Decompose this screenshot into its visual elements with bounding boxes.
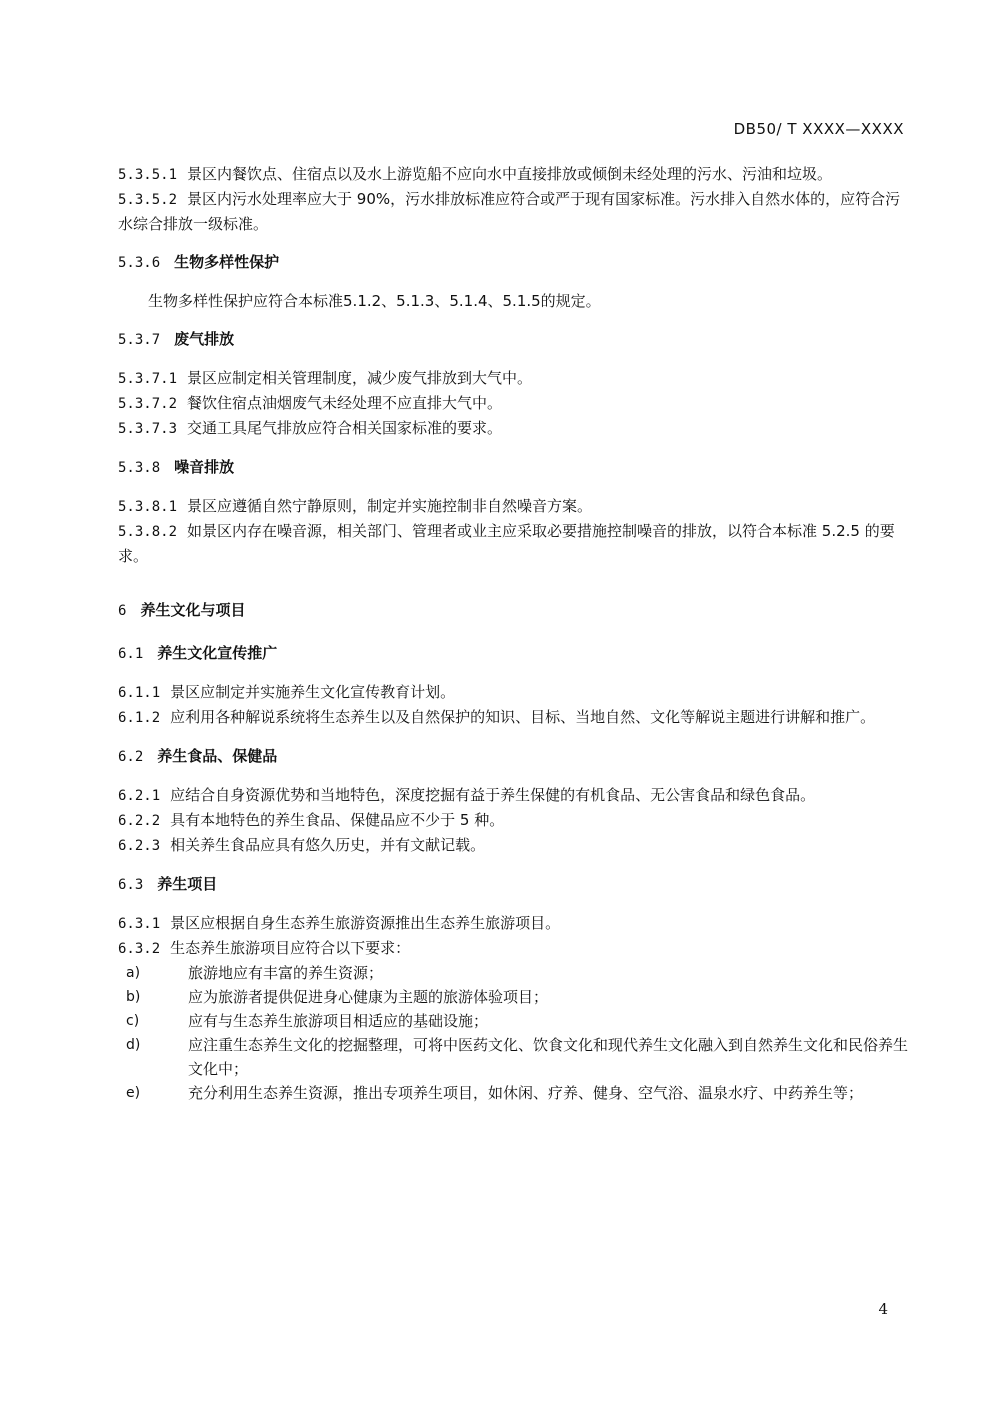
list-item-e xyxy=(118,1081,908,1105)
heading-title: 废气排放 xyxy=(174,330,235,348)
list-item-d xyxy=(118,1033,908,1081)
heading-5-3-8 xyxy=(118,455,908,480)
heading-number: 6.3 xyxy=(118,877,144,893)
clause-number: 5.3.5.1 xyxy=(118,167,178,183)
document-body xyxy=(118,162,908,1105)
clause-6-2-3 xyxy=(118,833,908,858)
clause-number: 6.2.2 xyxy=(118,813,161,829)
clause-5-3-5-1 xyxy=(118,162,908,187)
list-item-a xyxy=(118,961,908,985)
list-label: e) xyxy=(126,1085,141,1101)
clause-6-3-2 xyxy=(118,936,908,961)
heading-number: 6.2 xyxy=(118,749,144,765)
clause-text: 景区应根据自身生态养生旅游资源推出生态养生旅游项目。 xyxy=(170,914,561,932)
heading-number: 5.3.7 xyxy=(118,332,161,348)
document-code-header: DB50/ T XXXX—XXXX xyxy=(733,120,904,138)
clause-5-3-8-2 xyxy=(118,519,908,568)
clause-number: 5.3.8.1 xyxy=(118,499,178,515)
clause-text: 景区内污水处理率应大于 90%，污水排放标准应符合或严于现有国家标准。污水排入自然水体的，应符合污水综合排放一级标准。 xyxy=(118,190,901,233)
clause-5-3-7-2 xyxy=(118,391,908,416)
heading-title: 养生文化宣传推广 xyxy=(157,644,278,662)
clause-text: 应利用各种解说系统将生态养生以及自然保护的知识、目标、当地自然、文化等解说主题进行讲解和推广。 xyxy=(170,708,876,726)
clause-6-2-2 xyxy=(118,808,908,833)
clause-6-1-2 xyxy=(118,705,908,730)
clause-text: 如景区内存在噪音源，相关部门、管理者或业主应采取必要措施控制噪音的排放，以符合本标准 5.2.5 的要求。 xyxy=(118,522,895,565)
list-label: c) xyxy=(126,1013,140,1029)
list-label: a) xyxy=(126,965,141,981)
clause-number: 6.2.1 xyxy=(118,788,161,804)
clause-number: 5.3.7.3 xyxy=(118,421,178,437)
clause-number: 6.1.2 xyxy=(118,710,161,726)
list-text: 充分利用生态养生资源，推出专项养生项目，如休闲、疗养、健身、空气浴、温泉水疗、中药养生等； xyxy=(188,1084,864,1102)
heading-title: 养生文化与项目 xyxy=(140,601,246,619)
list-text: 应为旅游者提供促进身心健康为主题的旅游体验项目； xyxy=(188,988,549,1006)
clause-text: 具有本地特色的养生食品、保健品应不少于 5 种。 xyxy=(170,811,505,829)
clause-number: 6.1.1 xyxy=(118,685,161,701)
heading-title: 养生食品、保健品 xyxy=(157,747,278,765)
clause-text: 相关养生食品应具有悠久历史，并有文献记载。 xyxy=(170,836,486,854)
paragraph-5-3-6: 生物多样性保护应符合本标准5.1.2、5.1.3、5.1.4、5.1.5的规定。 xyxy=(148,292,601,310)
list-label: b) xyxy=(126,989,141,1005)
list-text: 应有与生态养生旅游项目相适应的基础设施； xyxy=(188,1012,489,1030)
list-label: d) xyxy=(126,1037,141,1053)
heading-number: 6 xyxy=(118,603,127,619)
heading-number: 6.1 xyxy=(118,646,144,662)
clause-5-3-7-1 xyxy=(118,366,908,391)
clause-number: 6.3.2 xyxy=(118,941,161,957)
heading-6-3 xyxy=(118,872,908,897)
heading-number: 5.3.6 xyxy=(118,255,161,271)
heading-number: 5.3.8 xyxy=(118,460,161,476)
heading-title: 噪音排放 xyxy=(174,458,235,476)
clause-6-1-1 xyxy=(118,680,908,705)
heading-title: 养生项目 xyxy=(157,875,218,893)
clause-text: 交通工具尾气排放应符合相关国家标准的要求。 xyxy=(187,419,503,437)
clause-text: 餐饮住宿点油烟废气未经处理不应直排大气中。 xyxy=(187,394,503,412)
clause-number: 5.3.8.2 xyxy=(118,524,178,540)
heading-6 xyxy=(118,598,908,623)
clause-text: 生态养生旅游项目应符合以下要求： xyxy=(170,939,411,957)
clause-6-2-1 xyxy=(118,783,908,808)
list-item-c xyxy=(118,1009,908,1033)
clause-5-3-5-2 xyxy=(118,187,908,236)
clause-text: 景区内餐饮点、住宿点以及水上游览船不应向水中直接排放或倾倒未经处理的污水、污油和垃圾。 xyxy=(187,165,833,183)
clause-text: 景区应制定相关管理制度，减少废气排放到大气中。 xyxy=(187,369,533,387)
heading-5-3-6 xyxy=(118,250,908,275)
clause-number: 6.3.1 xyxy=(118,916,161,932)
clause-number: 5.3.7.2 xyxy=(118,396,178,412)
list-item-b xyxy=(118,985,908,1009)
clause-5-3-7-3 xyxy=(118,416,908,441)
heading-5-3-7 xyxy=(118,327,908,352)
heading-6-2 xyxy=(118,744,908,769)
heading-6-1 xyxy=(118,641,908,666)
list-text: 旅游地应有丰富的养生资源； xyxy=(188,964,384,982)
clause-number: 5.3.7.1 xyxy=(118,371,178,387)
clause-text: 景区应制定并实施养生文化宣传教育计划。 xyxy=(170,683,456,701)
page-number: 4 xyxy=(878,1300,888,1318)
clause-text: 应结合自身资源优势和当地特色，深度挖掘有益于养生保健的有机食品、无公害食品和绿色食品。 xyxy=(170,786,816,804)
clause-text: 景区应遵循自然宁静原则，制定并实施控制非自然噪音方案。 xyxy=(187,497,593,515)
clause-6-3-1 xyxy=(118,911,908,936)
heading-title: 生物多样性保护 xyxy=(174,253,280,271)
clause-5-3-8-1 xyxy=(118,494,908,519)
clause-number: 5.3.5.2 xyxy=(118,192,178,208)
list-text: 应注重生态养生文化的挖掘整理，可将中医药文化、饮食文化和现代养生文化融入到自然养生文化和民俗养生文化中； xyxy=(188,1036,909,1078)
clause-number: 6.2.3 xyxy=(118,838,161,854)
